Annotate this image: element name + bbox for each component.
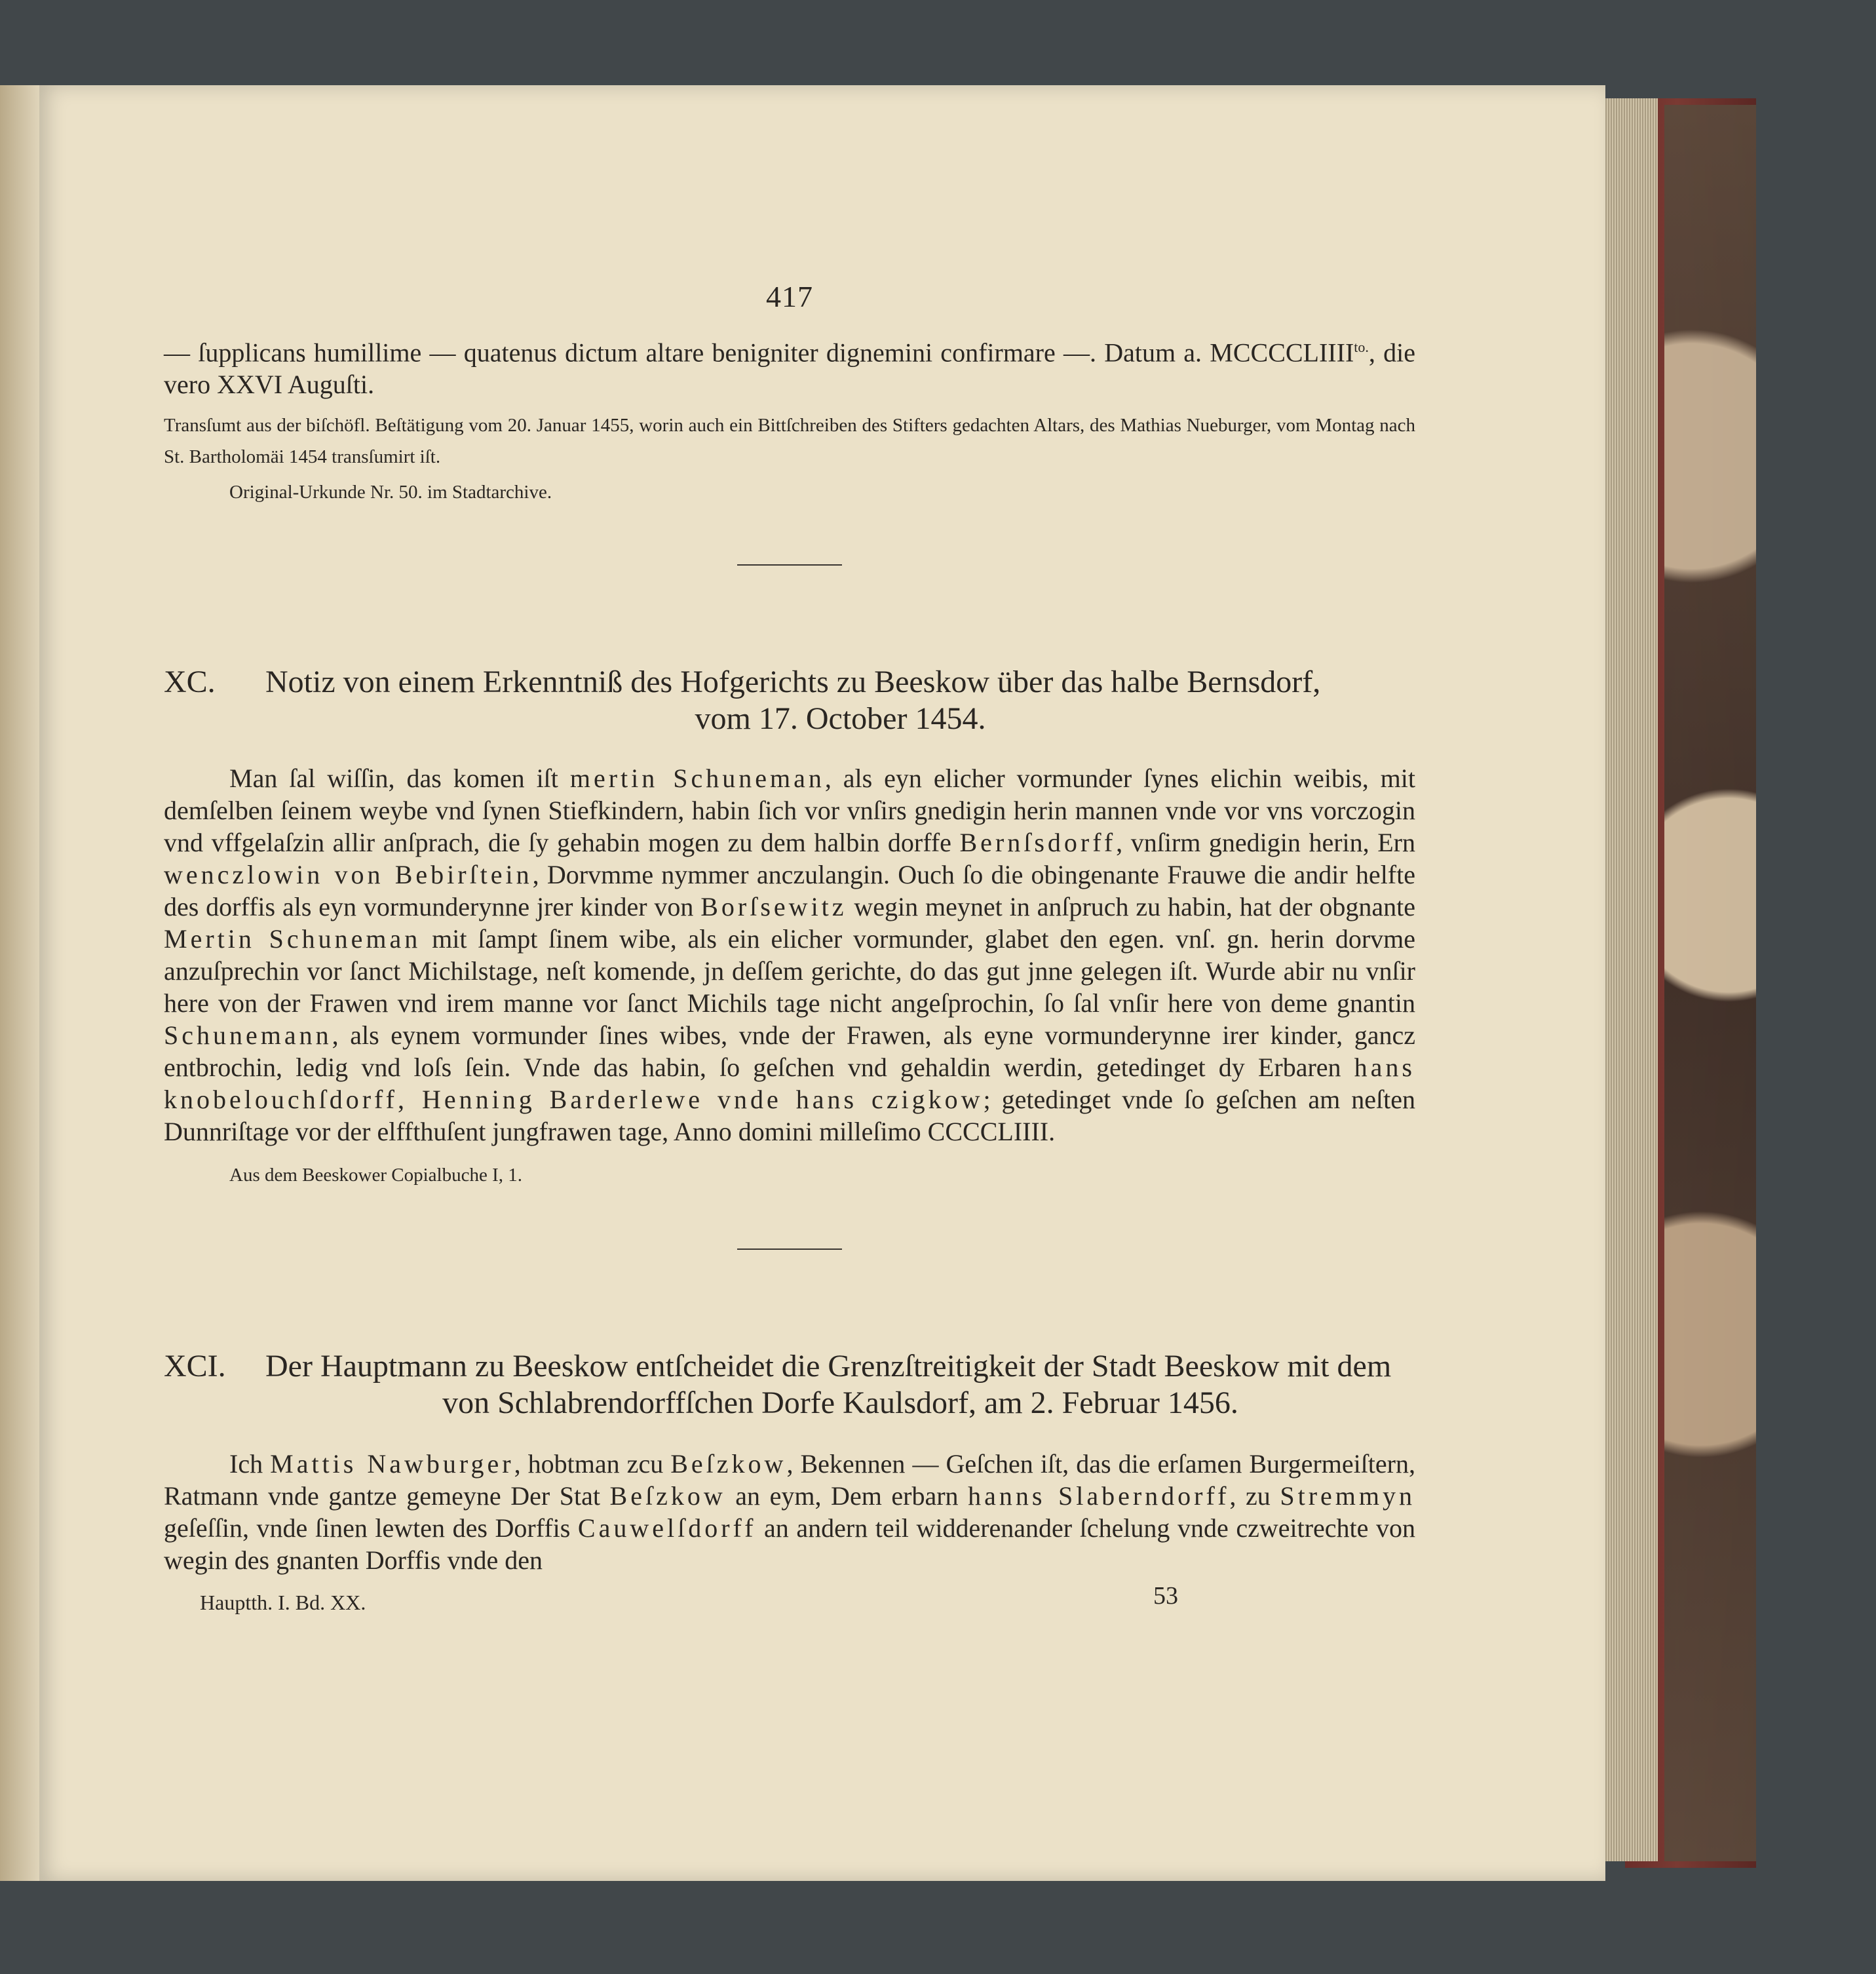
place-name: Beſzkow bbox=[609, 1481, 726, 1511]
marbled-endpaper bbox=[1664, 105, 1756, 1861]
intro-text bbox=[164, 331, 1415, 400]
place-name: Stremmyn bbox=[1280, 1481, 1415, 1511]
text-segment: geſeſſin, vnde ſinen lewten des Dorffis bbox=[164, 1513, 578, 1543]
person-name: Schunemann bbox=[164, 1020, 332, 1051]
archive-note: Original-Urkunde Nr. 50. im Stadtarchive. bbox=[229, 482, 552, 503]
text-segment: ; getedinget vnde ſo geſchen am neſten Dunnriſtage vor der elffthuſent jungfrawen tage, Anno domini milleſimo CCCCLIIII. bbox=[164, 1085, 1415, 1147]
page-footer bbox=[164, 1581, 1415, 1621]
printer-signature: Hauptth. I. Bd. XX. bbox=[200, 1591, 366, 1615]
text-segment: , Bekennen — Geſchen iſt, das die erſamen Burgermeiſtern, Ratmann vnde gantze gemeyne Der Stat bbox=[164, 1449, 1415, 1511]
intro-superscript: to. bbox=[1354, 339, 1369, 355]
text-segment: Man ſal wiſſin, das komen iſt bbox=[229, 764, 570, 794]
sheet-number: 53 bbox=[1153, 1582, 1178, 1610]
place-name: Borſsewitz bbox=[700, 892, 847, 922]
section-divider bbox=[737, 564, 842, 566]
section-xc-heading bbox=[164, 664, 1415, 737]
section-xci-title: Der Hauptmann zu Beeskow entſcheidet die Grenzſtreitigkeit der Stadt Beeskow mit dem bbox=[265, 1349, 1392, 1384]
place-name: Bernſsdorff bbox=[959, 828, 1117, 858]
section-xc-title: Notiz von einem Erkenntniß des Hofgerichts zu Beeskow über das halbe Bernsdorf, bbox=[265, 665, 1321, 700]
section-xci-text bbox=[164, 1448, 1415, 1576]
person-name: wenczlowin von Bebirſtein bbox=[164, 860, 533, 890]
section-xc-text bbox=[164, 762, 1415, 1148]
person-names: hans knobelouchſdorff, Henning Barderlewe vnde hans czigkow bbox=[164, 1053, 1415, 1115]
text-segment: wegin meynet in anſpruch zu habin, hat der obgnante bbox=[847, 892, 1415, 922]
section-xci-heading bbox=[164, 1348, 1415, 1422]
text-segment: , zu bbox=[1229, 1481, 1280, 1511]
text-segment: , als eynem vormunder ſines wibes, vnde der Frawen, als eyne vormunderynne irer kinder, gancz entbrochin, ledig vnd loſs ſein. Vnde das habin, ſo geſchen vnd gehaldin werdin, getedinget dy Erbaren bbox=[164, 1020, 1415, 1083]
text-segment: , Dorvmme nymmer anczulangin. Ouch ſo die obingenante Frauwe die andir helfte des dorffis als eyn vormunderynne jrer kinder von bbox=[164, 860, 1415, 922]
section-xc-source: Aus dem Beeskower Copialbuche I, 1. bbox=[229, 1165, 522, 1186]
text-segment: , hobtman zcu bbox=[514, 1449, 671, 1479]
text-segment: an andern teil widderenander ſchelung vnde czweitrechte von wegin des gnanten Dorffis vnde den bbox=[164, 1513, 1415, 1576]
book-page bbox=[39, 85, 1605, 1881]
page-number: 417 bbox=[766, 280, 813, 313]
text-segment: , als eyn elicher vormunder ſynes elichin weibis, mit demſelben ſeinem weybe vnd ſynen Stiefkindern, habin ſich vor vnſirs gnedigin herin mannen vnde vor vns vorczogin vnd vffgelaſzin allir anſprach, die ſy gehabin mogen zu dem halbin dorffe bbox=[164, 764, 1415, 858]
place-name: Beſzkow bbox=[670, 1449, 787, 1479]
page-content bbox=[164, 177, 1415, 1621]
section-xc-date: vom 17. October 1454. bbox=[695, 701, 986, 737]
intro-end: , die vero XXVI Auguſti. bbox=[164, 338, 1415, 400]
section-xc-number: XC. bbox=[164, 665, 216, 700]
text-segment: an eym, Dem erbarn bbox=[725, 1481, 968, 1511]
person-name: Mattis Nawburger bbox=[270, 1449, 514, 1479]
person-name: Mertin Schuneman bbox=[164, 924, 421, 954]
person-name: mertin Schuneman bbox=[569, 764, 825, 794]
text-segment: Ich bbox=[229, 1449, 271, 1479]
intro-lines: — ſupplicans humillime — quatenus dictum altare benigniter dignemini confirmare —. Datum a. MCCCCLIIII bbox=[164, 338, 1354, 368]
transumpt-note: Transſumt aus der biſchöfl. Beſtätigung vom 20. Januar 1455, worin auch ein Bittſchreiben des Stifters gedachten Altars, des Mathias Nueburger, vom Montag nach St. Bartholomäi 1454 transſumirt iſt. bbox=[164, 415, 1415, 468]
text-segment: , vnſirm gnedigin herin, Ern bbox=[1116, 828, 1415, 858]
person-name: hanns Slaberndorff bbox=[968, 1481, 1230, 1511]
section-divider bbox=[737, 1248, 842, 1250]
place-name: Cauwelſdorff bbox=[577, 1513, 757, 1543]
text-segment: mit ſampt ſinem wibe, als ein elicher vormunder, glabet den egen. vnſ. gn. herin dorvme anzuſprechin vor ſanct Michilstage, neſt komende, jn deſſem gerichte, do das gut jnne gelegen iſt. Wurde abir nu vnſir here von der Frawen vnd irem manne vor ſanct Michils tage nicht angeſprochin, ſo ſal vnſir here von deme gnantin bbox=[164, 924, 1416, 1018]
page-stack-edge bbox=[1599, 98, 1658, 1861]
section-xci-number: XCI. bbox=[164, 1349, 226, 1384]
section-xci-date: von Schlabrendorffſchen Dorfe Kaulsdorf, am 2. Februar 1456. bbox=[442, 1385, 1238, 1421]
